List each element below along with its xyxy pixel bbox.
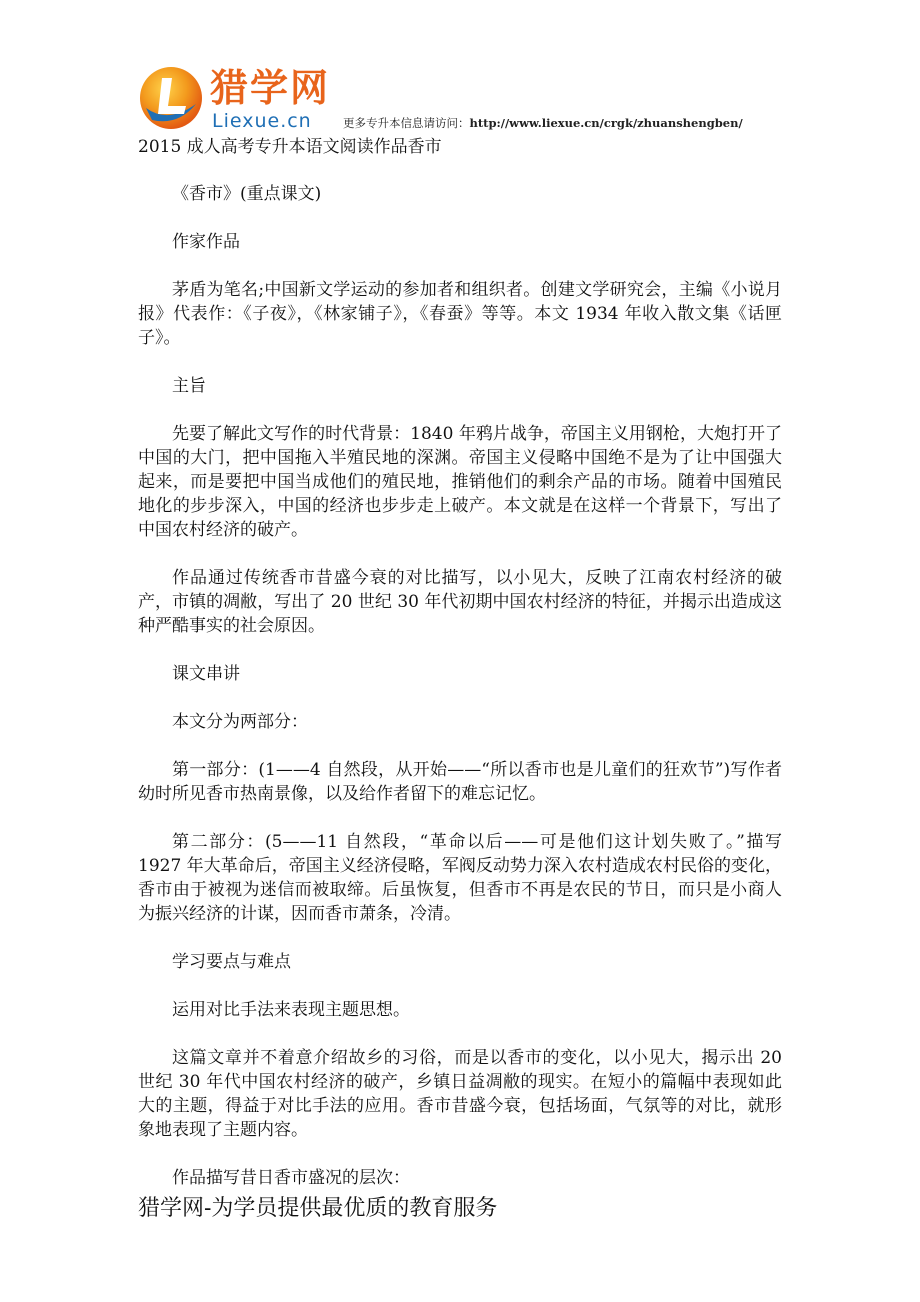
document-title: 2015 成人高考专升本语文阅读作品香市 <box>138 137 442 157</box>
logo-text-cn: 猎学网 <box>210 66 331 110</box>
liexue-logo-icon <box>138 64 204 132</box>
paragraph: 这篇文章并不着意介绍故乡的习俗，而是以香市的变化，以小见大，揭示出 20 世纪 30 年代中国农村经济的破产，乡镇日益凋敝的现实。在短小的篇幅中表现如此大的主题，得益于对比手法的应用。香市昔盛今衰，包括场面，气氛等的对比，就形象地表现了主题内容。 <box>138 1048 782 1140</box>
tagline-url-link[interactable]: http://www.liexue.cn/crgk/zhuanshengben/ <box>469 116 743 130</box>
paragraph: 第一部分：(1——4 自然段，从开始——“所以香市也是儿童们的狂欢节”)写作者幼时所见香市热南景像，以及给作者留下的难忘记忆。 <box>138 760 782 804</box>
paragraph: 《香市》(重点课文) <box>172 184 322 204</box>
paragraph: 本文分为两部分： <box>172 712 308 732</box>
paragraph: 作品通过传统香市昔盛今衰的对比描写，以小见大，反映了江南农村经济的破产，市镇的凋敝，写出了 20 世纪 30 年代初期中国农村经济的特征，并揭示出造成这种严酷事实的社会原因。 <box>138 568 782 636</box>
section-heading: 作家作品 <box>172 232 240 252</box>
paragraph: 作品描写昔日香市盛况的层次： <box>172 1168 410 1188</box>
section-heading: 学习要点与难点 <box>172 952 291 972</box>
page-footer: 猎学网-为学员提供最优质的教育服务 <box>138 1196 498 1221</box>
paragraph: 先要了解此文写作的时代背景：1840 年鸦片战争，帝国主义用钢枪，大炮打开了中国的大门，把中国拖入半殖民地的深渊。帝国主义侵略中国绝不是为了让中国强大起来，而是要把中国当成他们的殖民地，推销他们的剩余产品的市场。随着中国殖民地化的步步深入，中国的经济也步步走上破产。本文就是在这样一个背景下，写出了中国农村经济的破产。 <box>138 424 782 540</box>
paragraph: 运用对比手法来表现主题思想。 <box>172 1000 410 1020</box>
document-body <box>138 136 782 1214</box>
paragraph: 第二部分：(5——11 自然段，“革命以后——可是他们这计划失败了。”描写 1927 年大革命后，帝国主义经济侵略，军阀反动势力深入农村造成农村民俗的变化，香市由于被视为迷信而被取缔。后虽恢复，但香市不再是农民的节日，而只是小商人为振兴经济的计谋，因而香市萧条，冷清。 <box>138 832 782 924</box>
section-heading: 课文串讲 <box>172 664 240 684</box>
tagline-prefix: 更多专升本信息请访问： <box>343 116 470 130</box>
header-tagline <box>343 115 743 131</box>
page-header <box>138 62 778 142</box>
logo-text-en: Liexue.cn <box>212 110 312 132</box>
section-heading: 主旨 <box>172 376 206 396</box>
paragraph: 茅盾为笔名;中国新文学运动的参加者和组织者。创建文学研究会，主编《小说月报》代表作：《子夜》，《林家铺子》，《春蚕》等等。本文 1934 年收入散文集《话匣子》。 <box>138 280 782 348</box>
